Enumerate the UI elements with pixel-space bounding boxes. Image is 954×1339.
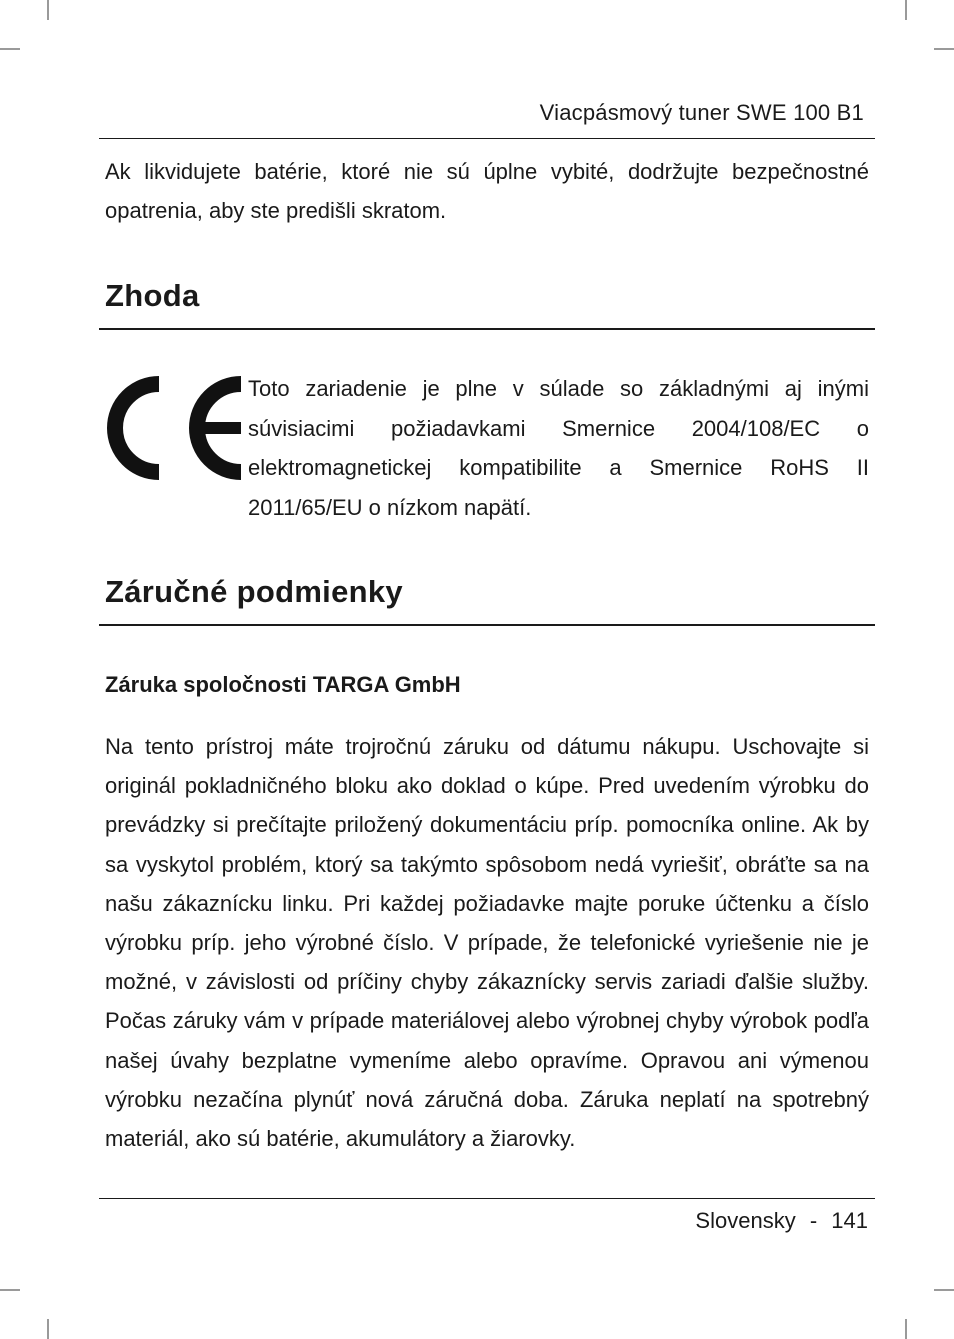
crop-mark: [47, 0, 49, 20]
warranty-heading-rule: [99, 624, 875, 626]
crop-mark: [47, 1319, 49, 1339]
crop-mark: [0, 48, 20, 50]
crop-mark: [0, 1289, 20, 1291]
page-footer: [695, 1208, 868, 1234]
warranty-heading: Záručné podmienky: [105, 574, 403, 609]
intro-paragraph: Ak likvidujete batérie, ktoré nie sú úplne vybité, dodržujte bezpečnostné opatrenia, aby ste predišli skratom.: [105, 159, 869, 224]
running-header-title: Viacpásmový tuner SWE 100 B1: [539, 100, 864, 125]
footer-separator: -: [809, 1208, 818, 1233]
page-number: 141: [831, 1208, 868, 1233]
footer-rule: [99, 1198, 875, 1199]
conformity-heading: Zhoda: [105, 278, 200, 313]
warranty-subheading: Záruka spoločnosti TARGA GmbH: [105, 672, 461, 697]
conformity-paragraph: Toto zariadenie je plne v súlade so základnými aj inými súvisiacimi požiadavkami Smernice 2004/108/EC o elektromagnetickej kompatibilite a Smernice RoHS II 2011/65/EU o nízkom napätí.: [248, 376, 869, 520]
ce-mark-icon: [103, 376, 243, 480]
footer-language: Slovensky: [695, 1208, 796, 1233]
header-rule: [99, 138, 875, 139]
warranty-paragraph: Na tento prístroj máte trojročnú záruku od dátumu nákupu. Uschovajte si originál pokladničného bloku ako doklad o kúpe. Pred uvedením výrobku do prevádzky si prečítajte priložený dokumentáciu príp. pomocníka online. Ak by sa vyskytol problém, ktorý sa takýmto spôsobom nedá vyriešiť, obráťte sa na našu zákaznícku linku. Pri každej požiadavke majte poruke účtenku a číslo výrobku príp. jeho výrobné číslo. V prípade, že telefonické vyriešenie nie je možné, v závislosti od príčiny chyby zákaznícky servis zariadi ďalšie služby. Počas záruky vám v prípade materiálovej alebo výrobnej chyby výrobok podľa našej úvahy bezplatne vymeníme alebo opravíme. Opravou ani výmenou výrobku nezačína plynúť nová záručná doba. Záruka neplatí na spotrebný materiál, ako sú batérie, akumulátory a žiarovky.: [105, 734, 869, 1152]
crop-mark: [905, 1319, 907, 1339]
crop-mark: [905, 0, 907, 20]
conformity-heading-rule: [99, 328, 875, 330]
crop-mark: [934, 48, 954, 50]
crop-mark: [934, 1289, 954, 1291]
